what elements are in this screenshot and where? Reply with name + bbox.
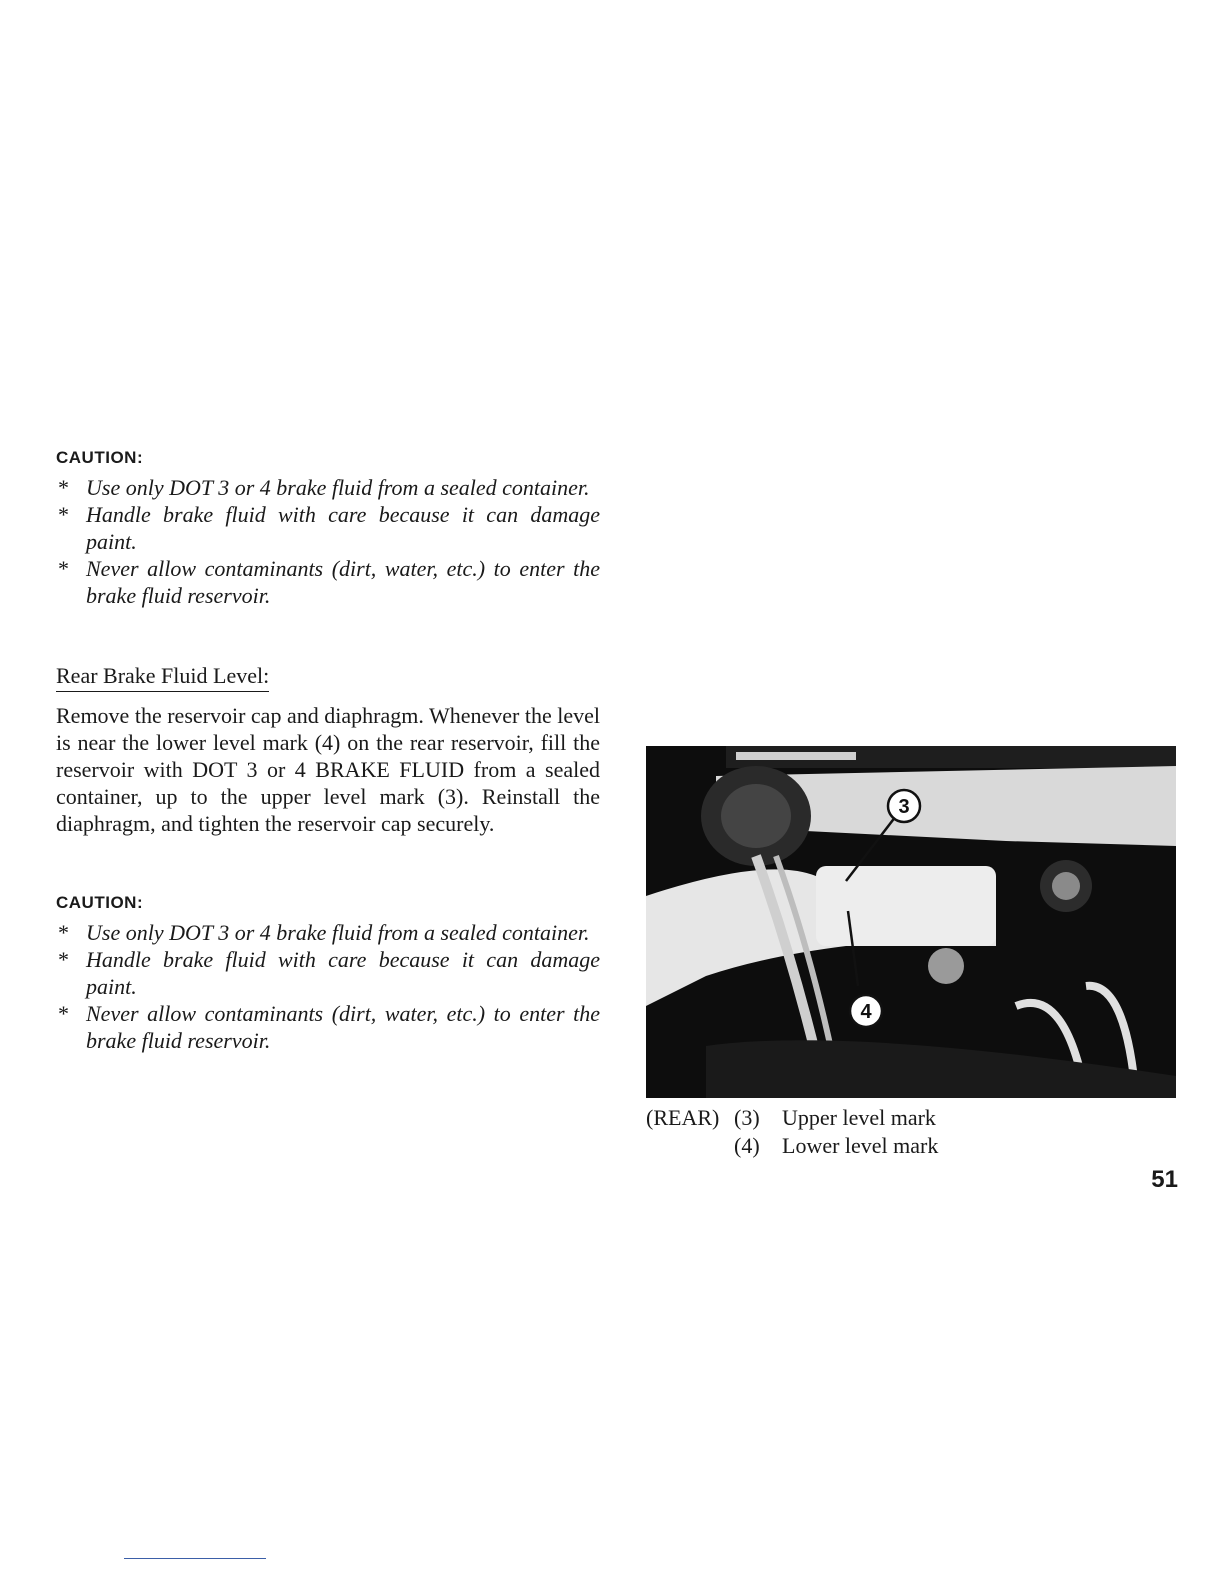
bullet-asterisk: * [58, 556, 69, 581]
bullet-asterisk: * [58, 920, 69, 945]
caption-number: (3) [734, 1105, 760, 1130]
callout-3-label: 3 [898, 796, 910, 818]
caution-list [56, 474, 600, 609]
caution-heading: CAUTION: [56, 893, 144, 912]
caution-item: * Never allow contaminants (dirt, water, etc.) to enter the brake fluid reservoir. [58, 1001, 600, 1053]
photo-caption [646, 1104, 938, 1160]
caption-label: Upper level mark [782, 1105, 936, 1130]
bullet-asterisk: * [58, 502, 69, 527]
footer-rule [124, 1558, 266, 1559]
caption-row [646, 1104, 938, 1132]
caution-list [56, 919, 600, 1054]
caution-block-2 [56, 893, 600, 1054]
rear-brake-section [56, 662, 600, 837]
section-body: Remove the reservoir cap and diaphragm. Whenever the level is near the lower level mark (4) on the rear reservoir, fill the reservoir with DOT 3 or 4 BRAKE FLUID from a sealed container, up to the upper level mark (3). Reinstall the diaphragm, and tighten the reservoir cap securely. [56, 703, 600, 836]
caution-block-1 [56, 448, 600, 609]
caption-label: Lower level mark [782, 1133, 939, 1158]
caution-item: * Handle brake fluid with care because it can damage paint. [58, 502, 600, 554]
caution-item: * Handle brake fluid with care because it can damage paint. [58, 947, 600, 999]
section-title: Rear Brake Fluid Level: [56, 662, 269, 692]
caution-heading: CAUTION: [56, 448, 144, 467]
caution-item: * Never allow contaminants (dirt, water, etc.) to enter the brake fluid reservoir. [58, 556, 600, 608]
callout-4-label: 4 [860, 1001, 872, 1023]
caption-number: (4) [734, 1133, 760, 1158]
rear-reservoir-photo [646, 746, 1176, 1098]
caption-prefix: (REAR) [646, 1105, 720, 1130]
caution-item: * Use only DOT 3 or 4 brake fluid from a sealed container. [58, 475, 590, 500]
bullet-asterisk: * [58, 475, 69, 500]
caption-row [646, 1132, 938, 1160]
page-number: 51 [1151, 1166, 1178, 1193]
caution-item: * Use only DOT 3 or 4 brake fluid from a sealed container. [58, 920, 590, 945]
bullet-asterisk: * [58, 947, 69, 972]
bullet-asterisk: * [58, 1001, 69, 1026]
